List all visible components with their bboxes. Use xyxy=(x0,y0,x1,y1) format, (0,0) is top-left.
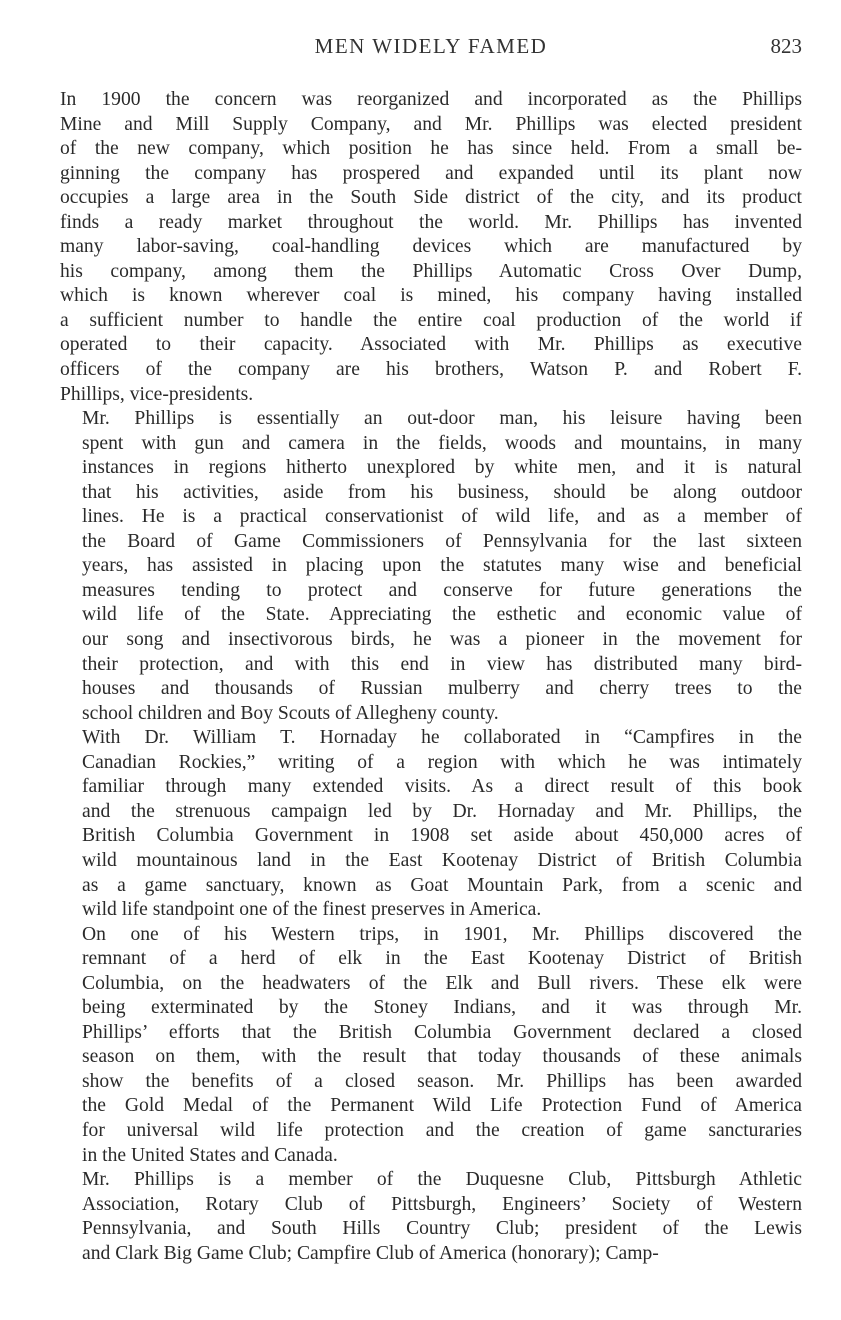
text-line: On one of his Western trips, in 1901, Mr. Phillips discovered the xyxy=(82,923,802,945)
text-line: and the strenuous campaign led by Dr. Hornaday and Mr. Phillips, the xyxy=(82,800,802,822)
text-line: of the new company, which position he has since held. From a small be- xyxy=(60,138,802,160)
text-line: their protection, and with this end in view has distributed many bird- xyxy=(82,653,802,675)
text-line: Mine and Mill Supply Company, and Mr. Phillips was elected president xyxy=(60,113,802,135)
text-line: instances in regions hitherto unexplored by white men, and it is natural xyxy=(82,457,802,479)
page-number: 823 xyxy=(770,34,802,58)
text-line: years, has assisted in placing upon the statutes many wise and beneficial xyxy=(82,555,802,577)
text-line: a sufficient number to handle the entire coal production of the world if xyxy=(60,309,802,331)
paragraph xyxy=(60,1168,802,1266)
text-line: being exterminated by the Stoney Indians, and it was through Mr. xyxy=(82,997,802,1019)
running-title: MEN WIDELY FAMED xyxy=(314,34,548,58)
text-line: British Columbia Government in 1908 set aside about 450,000 acres of xyxy=(82,825,802,847)
text-line: that his activities, aside from his business, should be along outdoor xyxy=(82,481,802,503)
text-line: his company, among them the Phillips Automatic Cross Over Dump, xyxy=(60,260,802,282)
text-line: season on them, with the result that today thousands of these animals xyxy=(82,1046,802,1068)
text-line: and Clark Big Game Club; Campfire Club of America (honorary); Camp- xyxy=(82,1242,659,1264)
text-line: for universal wild life protection and the creation of game sancturaries xyxy=(82,1119,802,1141)
text-line: ginning the company has prospered and expanded until its plant now xyxy=(60,162,802,184)
text-line: occupies a large area in the South Side district of the city, and its product xyxy=(60,187,802,209)
text-line: the Board of Game Commissioners of Pennsylvania for the last sixteen xyxy=(82,530,802,552)
text-line: school children and Boy Scouts of Allegheny county. xyxy=(82,702,499,724)
text-line: officers of the company are his brothers, Watson P. and Robert F. xyxy=(60,359,802,381)
text-line: which is known wherever coal is mined, his company having installed xyxy=(60,285,802,307)
text-line: remnant of a herd of elk in the East Kootenay District of British xyxy=(82,948,802,970)
text-line: wild life of the State. Appreciating the esthetic and economic value of xyxy=(82,604,802,626)
text-line: lines. He is a practical conservationist of wild life, and as a member of xyxy=(82,506,802,528)
text-line: Mr. Phillips is a member of the Duquesne Club, Pittsburgh Athletic xyxy=(82,1169,802,1191)
text-line: show the benefits of a closed season. Mr. Phillips has been awarded xyxy=(82,1070,802,1092)
paragraph xyxy=(60,726,802,922)
text-line: familiar through many extended visits. As a direct result of this book xyxy=(82,776,802,798)
text-line: Phillips, vice-presidents. xyxy=(60,383,254,405)
page-header xyxy=(60,34,802,64)
text-line: operated to their capacity. Associated with Mr. Phillips as executive xyxy=(60,334,802,356)
text-line: Pennsylvania, and South Hills Country Club; president of the Lewis xyxy=(82,1218,802,1240)
paragraph xyxy=(60,923,802,1168)
text-line: in the United States and Canada. xyxy=(82,1144,338,1166)
text-line: as a game sanctuary, known as Goat Mountain Park, from a scenic and xyxy=(82,874,802,896)
text-line: Association, Rotary Club of Pittsburgh, Engineers’ Society of Western xyxy=(82,1193,802,1215)
text-line: Canadian Rockies,” writing of a region with which he was intimately xyxy=(82,751,802,773)
text-line: spent with gun and camera in the fields, woods and mountains, in many xyxy=(82,432,802,454)
text-line: In 1900 the concern was reorganized and incorporated as the Phillips xyxy=(60,89,802,110)
text-line: With Dr. William T. Hornaday he collaborated in “Campfires in the xyxy=(82,727,802,749)
text-line: the Gold Medal of the Permanent Wild Life Protection Fund of America xyxy=(82,1095,802,1117)
body-text xyxy=(60,88,802,1266)
text-line: wild life standpoint one of the finest preserves in America. xyxy=(82,899,542,921)
text-line: our song and insectivorous birds, he was a pioneer in the movement for xyxy=(82,629,802,651)
paragraph xyxy=(60,407,802,726)
text-line: Columbia, on the headwaters of the Elk and Bull rivers. These elk were xyxy=(82,972,802,994)
paragraph xyxy=(60,88,802,407)
text-line: wild mountainous land in the East Kootenay District of British Columbia xyxy=(82,849,802,871)
text-line: finds a ready market throughout the world. Mr. Phillips has invented xyxy=(60,211,802,233)
text-line: houses and thousands of Russian mulberry and cherry trees to the xyxy=(82,678,802,700)
text-line: measures tending to protect and conserve for future generations the xyxy=(82,579,802,601)
text-line: Phillips’ efforts that the British Columbia Government declared a closed xyxy=(82,1021,802,1043)
text-line: Mr. Phillips is essentially an out-door man, his leisure having been xyxy=(82,408,802,430)
text-line: many labor-saving, coal-handling devices which are manufactured by xyxy=(60,236,802,258)
